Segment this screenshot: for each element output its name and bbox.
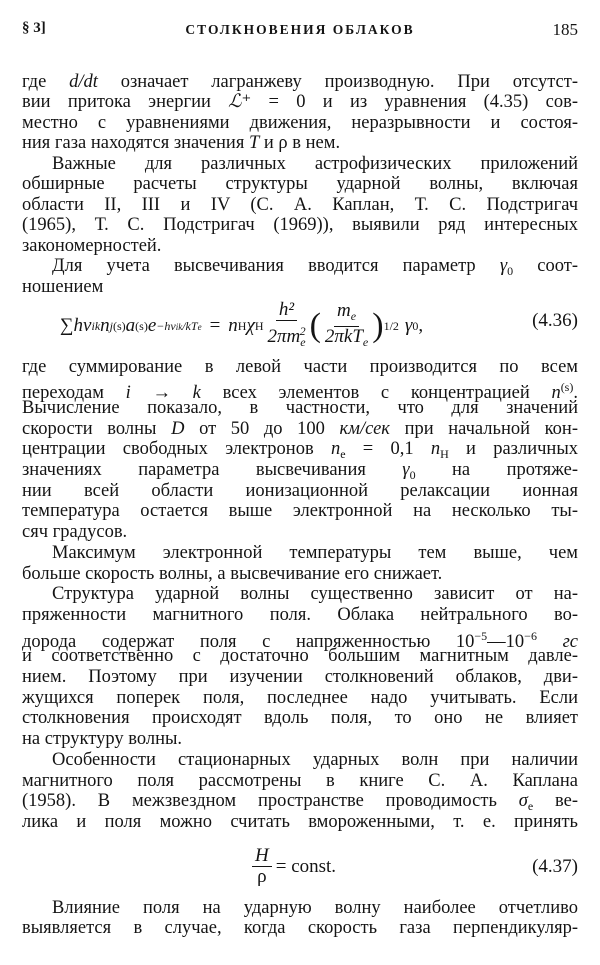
text-line bbox=[22, 377, 578, 404]
eq-exp-part: /kT bbox=[182, 318, 198, 333]
eq-paren: ) bbox=[372, 307, 384, 344]
eq-den-part: 2πkT bbox=[324, 325, 363, 347]
text-line bbox=[22, 729, 578, 750]
eq-fraction bbox=[267, 300, 305, 352]
text-line bbox=[52, 584, 578, 605]
text-fragment: значениях параметра высвечивания bbox=[22, 460, 403, 480]
text-fragment: Структура ударной волны существенно зависит от на- bbox=[52, 584, 578, 605]
text-line bbox=[22, 92, 578, 113]
eq-sub: e bbox=[350, 308, 357, 323]
text-fragment: и ρ в нем. bbox=[259, 133, 341, 154]
text-line bbox=[22, 605, 578, 626]
text-fragment: Для учета высвечивания вводится параметр bbox=[52, 256, 500, 277]
eq-var: e bbox=[147, 315, 157, 336]
eq-var: n bbox=[100, 315, 110, 336]
text-fragment: обширные расчеты структуры ударной волны, включая bbox=[22, 174, 578, 195]
text-fragment: жущихся поперек поля, последнее надо учитывать. Если bbox=[22, 687, 578, 708]
text-line bbox=[22, 626, 578, 652]
eq-rhs: = const. bbox=[275, 855, 337, 877]
text-fragment: дорода содержат поля с напряженностью 10 bbox=[22, 631, 475, 652]
math-fragment: T bbox=[248, 133, 260, 154]
eq-den-part: 2πm bbox=[267, 326, 301, 347]
equation-4-36 bbox=[60, 300, 423, 352]
text-fragment: Вычисление показало, в частности, что для значений bbox=[22, 397, 578, 418]
math-fragment: i → k bbox=[125, 383, 201, 404]
equation-number-4-36: (4.36) bbox=[532, 310, 578, 331]
math-fragment: −5 bbox=[474, 628, 488, 643]
eq-var: n bbox=[228, 315, 238, 336]
math-fragment: ℒ⁺ bbox=[228, 92, 252, 113]
text-fragment: = 0 и из уравнения (4.35) сов- bbox=[251, 92, 578, 113]
math-fragment: гс bbox=[562, 631, 578, 652]
text-line bbox=[22, 522, 578, 543]
text-fragment: области II, III и IV (С. А. Каплан, Т. С. Подстригач bbox=[22, 194, 578, 215]
text-fragment: переходам bbox=[22, 383, 126, 404]
text-fragment: температура остается выше электронной на несколько ты- bbox=[22, 501, 578, 522]
text-fragment: на протяже- bbox=[415, 460, 578, 480]
text-fragment: сяч градусов. bbox=[22, 522, 128, 543]
eq-sub: 0 bbox=[412, 318, 419, 333]
eq-exp-part: ik bbox=[175, 321, 183, 332]
eq-exp-part: −hν bbox=[156, 318, 176, 333]
page-number: 185 bbox=[552, 20, 578, 39]
text-line bbox=[22, 195, 578, 216]
text-fragment: где суммирование в левой части производится по всем bbox=[22, 356, 578, 377]
text-fragment: всех элементов с концентрацией bbox=[200, 383, 552, 404]
math-fragment: d/dt bbox=[69, 71, 98, 92]
text-line bbox=[22, 646, 578, 667]
text-line bbox=[52, 898, 578, 919]
text-line bbox=[22, 113, 578, 134]
text-fragment: Особенности стационарных ударных волн при наличии bbox=[52, 749, 578, 770]
text-fragment: нием. Поэтому при изучении столкновений облаков, дви- bbox=[22, 667, 578, 687]
math-fragment: σ bbox=[518, 791, 528, 812]
text-fragment: при начальной кон- bbox=[389, 418, 578, 439]
math-fragment: n bbox=[330, 439, 341, 460]
text-line bbox=[22, 215, 578, 236]
math-fragment: (s) bbox=[560, 380, 574, 395]
text-fragment: вии притока энергии bbox=[22, 92, 229, 113]
text-line bbox=[22, 357, 578, 378]
text-line bbox=[22, 419, 578, 440]
text-fragment: —10 bbox=[487, 631, 525, 652]
eq-comma: , bbox=[418, 315, 424, 336]
eq-sub: j bbox=[109, 318, 113, 333]
text-line bbox=[22, 918, 578, 939]
text-fragment: пряженности магнитного поля. Облака нейтрального во- bbox=[22, 604, 578, 625]
section-marker: § 3] bbox=[22, 20, 46, 36]
text-fragment: Влияние поля на ударную волну наиболее отчетливо bbox=[52, 897, 578, 918]
eq-sub: H bbox=[237, 318, 247, 333]
text-fragment: столкновения происходят вдоль поля, то оно не влияет bbox=[22, 708, 578, 729]
math-fragment: H bbox=[440, 447, 449, 462]
eq-var: χ bbox=[246, 315, 255, 336]
text-fragment: (1965), Т. С. Подстригач (1969)), выявили ряд интересных bbox=[22, 215, 578, 236]
text-line bbox=[52, 750, 578, 771]
text-fragment: и соответственно с достаточно большим магнитным давле- bbox=[22, 646, 578, 667]
text-fragment: . bbox=[573, 383, 578, 404]
eq-sub: H bbox=[254, 318, 264, 333]
eq-fraction bbox=[325, 301, 368, 352]
eq-var: γ bbox=[404, 315, 413, 336]
eq-var: a bbox=[125, 315, 136, 336]
equation-number-4-37: (4.37) bbox=[532, 856, 578, 877]
math-fragment: n bbox=[551, 383, 561, 404]
text-fragment: ве- bbox=[533, 791, 579, 812]
eq-sup: (s) bbox=[135, 318, 148, 333]
text-fragment: ния газа находятся значения bbox=[22, 133, 249, 154]
text-fragment: местно с уравнениями движения, неразрывности и состоя- bbox=[22, 112, 578, 133]
math-fragment: e bbox=[527, 799, 534, 814]
eq-exp-part: e bbox=[197, 321, 202, 332]
text-line bbox=[52, 543, 578, 564]
text-fragment: Максимум электронной температуры тем выше, чем bbox=[52, 542, 578, 563]
math-fragment: γ bbox=[402, 460, 410, 480]
text-fragment: = 0,1 bbox=[345, 439, 431, 460]
eq-numerator bbox=[334, 301, 359, 327]
math-fragment: γ bbox=[499, 256, 508, 277]
text-line bbox=[22, 501, 578, 522]
math-fragment: км/сек bbox=[339, 418, 390, 439]
text-fragment: выявляется в случае, когда скорость газа перпендикуляр- bbox=[22, 918, 578, 938]
text-fragment: центрации свободных электронов bbox=[22, 439, 331, 460]
text-fragment: означает лагранжеву производную. При отсутст- bbox=[97, 71, 578, 92]
text-line bbox=[22, 708, 578, 729]
eq-sup: 2 bbox=[299, 324, 306, 338]
math-fragment: −6 bbox=[524, 628, 537, 643]
text-line bbox=[52, 154, 578, 175]
text-line bbox=[22, 771, 578, 792]
text-line bbox=[22, 812, 578, 833]
eq-numerator: h² bbox=[276, 300, 297, 321]
math-fragment: n bbox=[430, 439, 441, 460]
math-fragment: e bbox=[340, 447, 346, 462]
text-fragment: (1958). В межзвездном пространстве проводимость bbox=[22, 791, 519, 812]
text-line bbox=[22, 688, 578, 709]
text-fragment: ношением bbox=[22, 277, 104, 297]
text-line bbox=[22, 481, 578, 502]
text-fragment: магнитного поля рассмотрены в книге С. А. Каплана bbox=[22, 770, 578, 791]
eq-denominator: ρ bbox=[257, 866, 267, 887]
text-fragment: лика и поля можно считать вмороженными, т. е. принять bbox=[22, 811, 578, 832]
text-fragment: скорости волны bbox=[22, 418, 172, 439]
text-fragment: Важные для различных астрофизических приложений bbox=[52, 153, 578, 174]
text-line bbox=[22, 236, 578, 257]
eq-denominator bbox=[267, 321, 305, 352]
text-fragment: от 50 до 100 bbox=[184, 418, 340, 439]
text-line bbox=[22, 398, 578, 419]
eq-sub: ik bbox=[91, 318, 101, 333]
eq-sub: e bbox=[362, 334, 369, 349]
text-fragment: соот- bbox=[513, 256, 579, 277]
math-fragment: 0 bbox=[507, 264, 514, 279]
math-fragment: D bbox=[171, 418, 185, 439]
text-line bbox=[22, 667, 578, 688]
text-line bbox=[22, 791, 578, 812]
text-line bbox=[22, 174, 578, 195]
text-line bbox=[22, 133, 578, 154]
eq-denominator bbox=[325, 327, 368, 352]
eq-numerator: H bbox=[252, 846, 272, 867]
text-line bbox=[22, 439, 578, 460]
eq-num-part: m bbox=[337, 299, 351, 321]
text-line bbox=[52, 256, 578, 277]
text-fragment: больше скорость волны, а высвечивание его снижает. bbox=[22, 563, 443, 584]
text-fragment: где bbox=[22, 71, 70, 92]
eq-paren: ( bbox=[309, 307, 321, 344]
text-fragment: на структуру волны. bbox=[22, 729, 183, 750]
text-fragment: нии всей области ионизационной релаксации ионная bbox=[22, 480, 578, 501]
text-line bbox=[22, 72, 578, 93]
eq-exponent bbox=[156, 319, 201, 334]
eq-sup: (s) bbox=[113, 318, 126, 333]
text-fragment: и различных bbox=[448, 439, 579, 460]
equation-4-37 bbox=[248, 846, 336, 887]
eq-sum: ∑hν bbox=[60, 315, 92, 336]
text-line bbox=[22, 277, 578, 298]
running-title: СТОЛКНОВЕНИЯ ОБЛАКОВ bbox=[185, 22, 415, 37]
eq-power: 1/2 bbox=[383, 318, 399, 333]
text-fragment: закономерностей. bbox=[22, 235, 162, 256]
math-fragment: 0 bbox=[409, 468, 416, 482]
text-line bbox=[22, 564, 578, 585]
eq-equals: = bbox=[209, 315, 221, 336]
text-line bbox=[22, 460, 578, 481]
eq-fraction bbox=[252, 846, 272, 887]
eq-sub: e bbox=[300, 335, 306, 349]
